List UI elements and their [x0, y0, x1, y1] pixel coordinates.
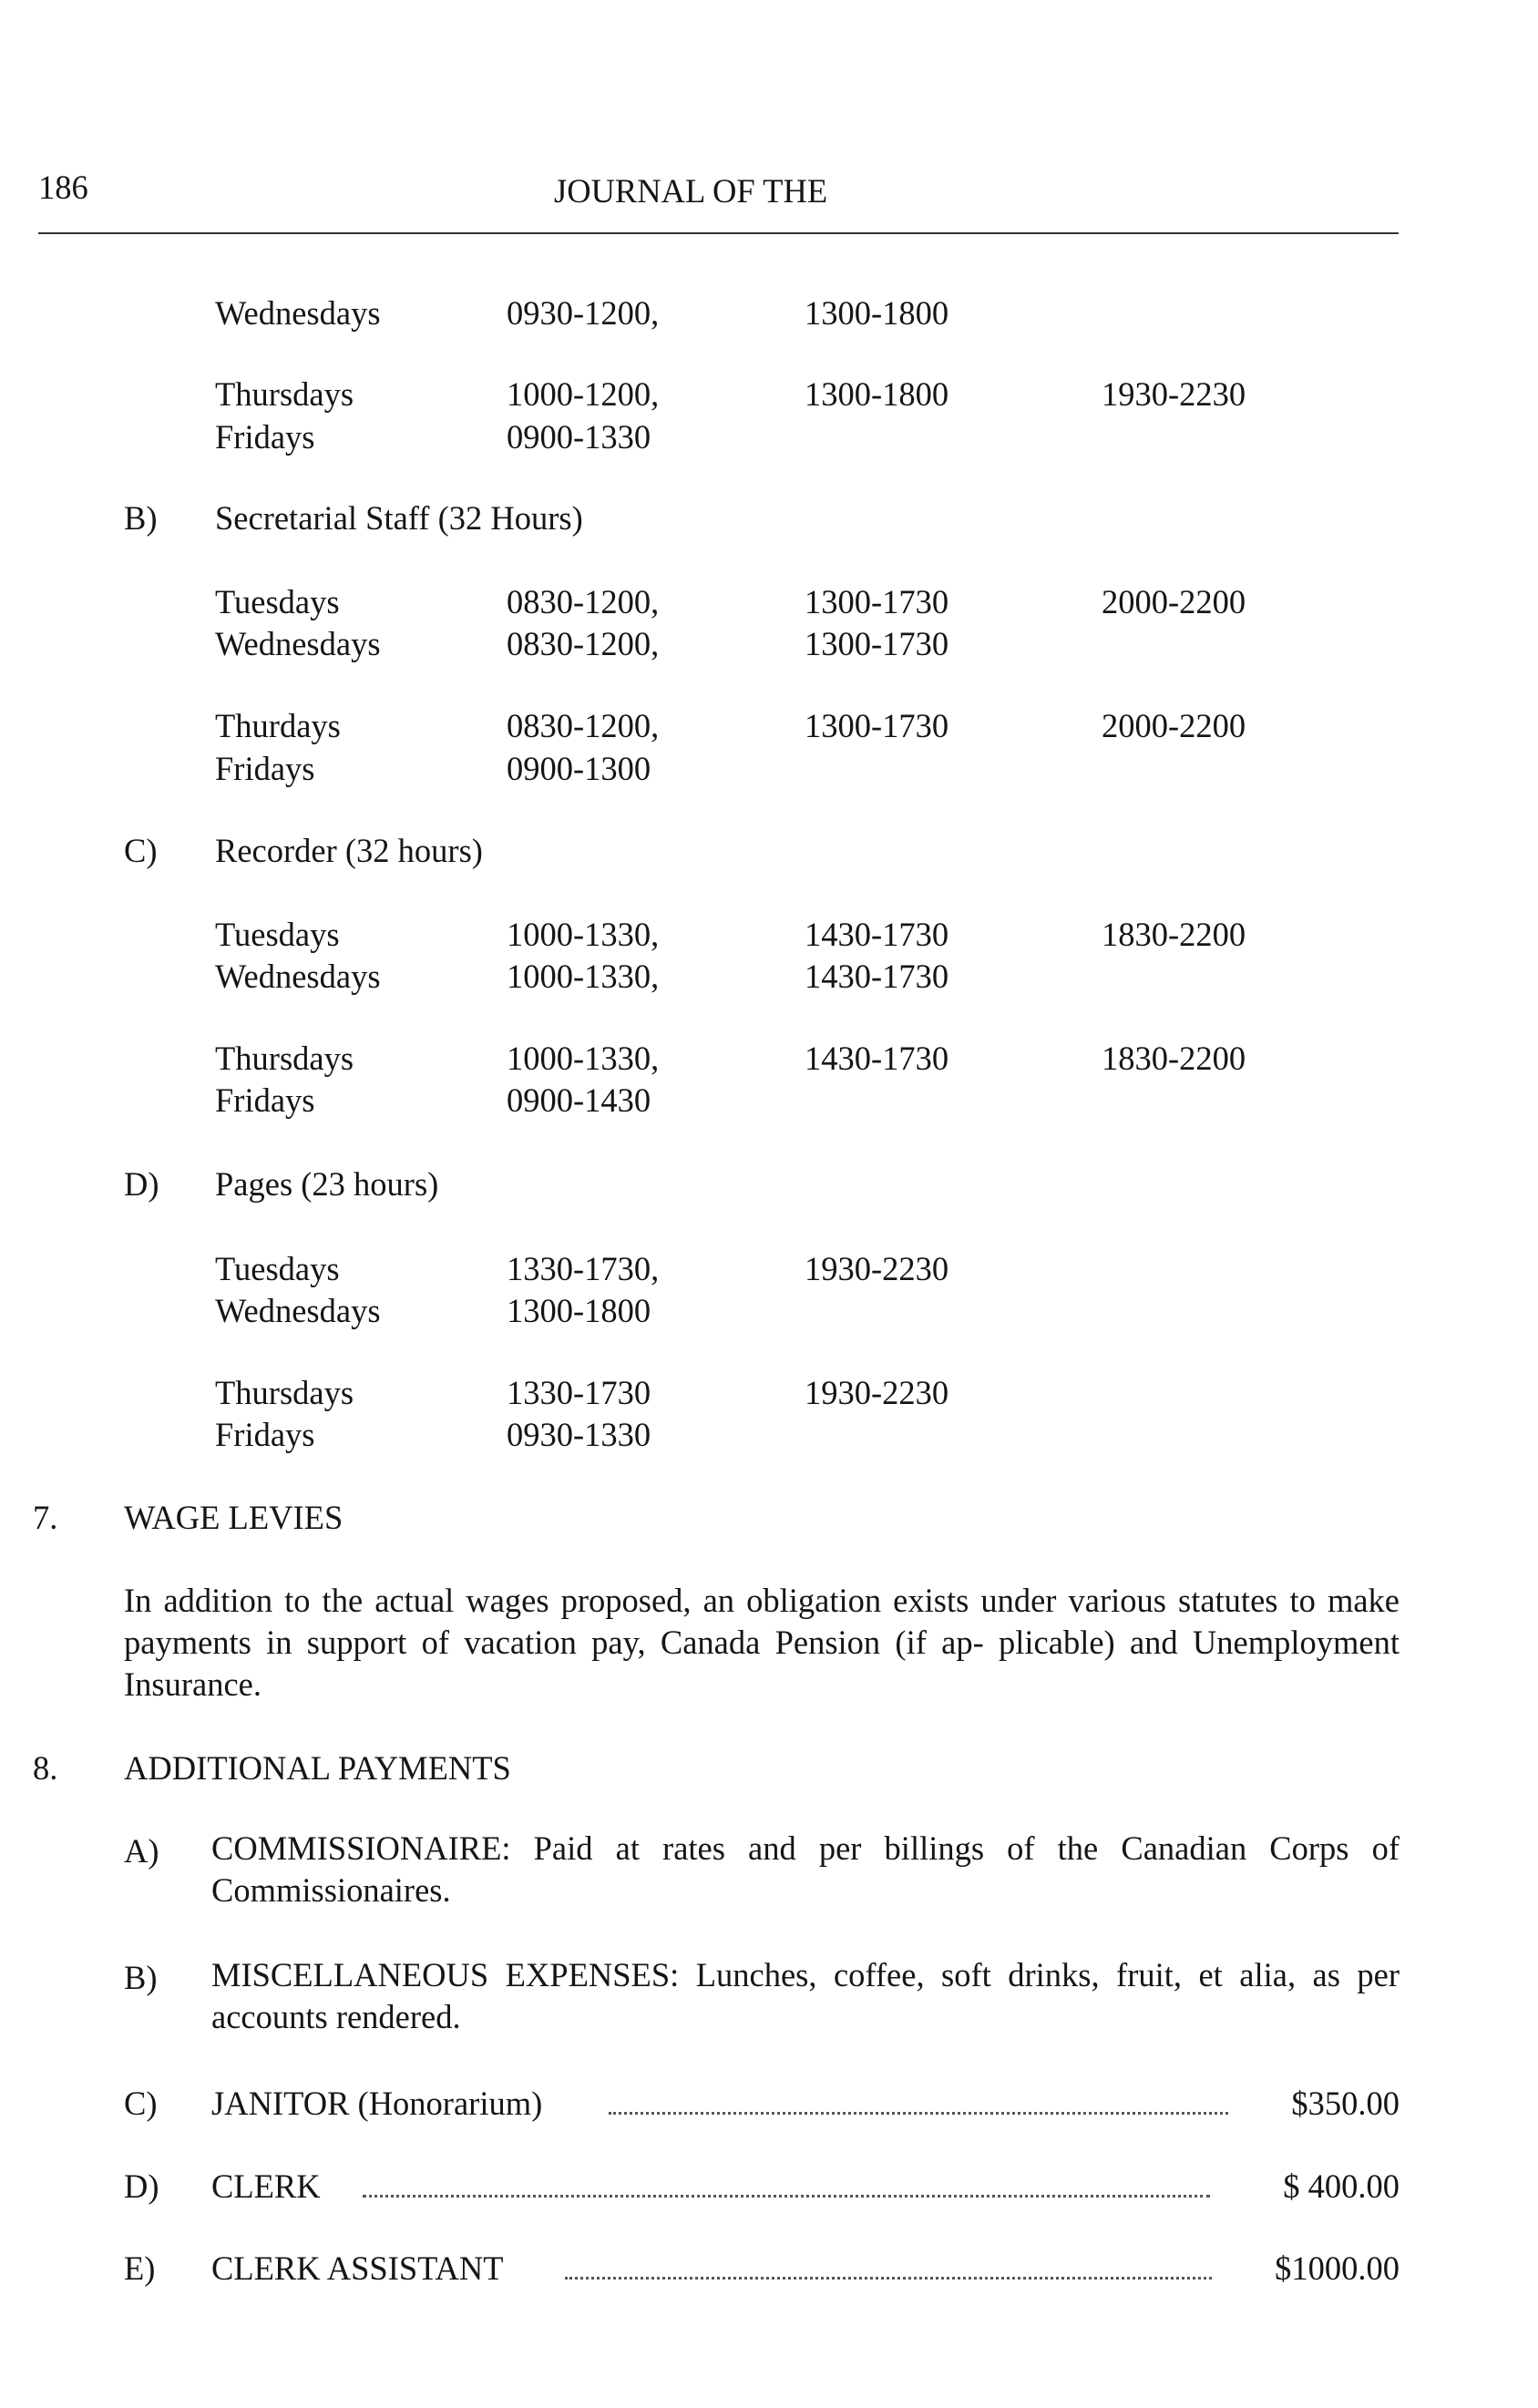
- day-label: Wednesdays: [215, 625, 381, 662]
- day-label: Fridays: [215, 1081, 315, 1119]
- time-slot: 1330-1730: [507, 1374, 651, 1411]
- section-title: Secretarial Staff (32 Hours): [215, 499, 583, 537]
- section-letter: D): [124, 1165, 159, 1203]
- item-letter: A): [124, 1832, 159, 1870]
- section-title: Recorder (32 hours): [215, 832, 483, 869]
- day-label: Tuesdays: [215, 583, 340, 620]
- day-label: Tuesdays: [215, 916, 340, 953]
- time-slot: 0900-1300: [507, 750, 651, 787]
- time-slot: 1300-1730: [805, 625, 949, 662]
- day-label: Wednesdays: [215, 1292, 381, 1329]
- time-slot: 1430-1730: [805, 916, 949, 953]
- section-letter: C): [124, 832, 158, 869]
- clerk-assistant-label: CLERK ASSISTANT: [211, 2249, 504, 2287]
- day-label: Fridays: [215, 750, 315, 787]
- header-rule: [38, 232, 1399, 234]
- item-letter: E): [124, 2249, 156, 2287]
- time-slot: 2000-2200: [1102, 707, 1246, 744]
- section-number: 7.: [33, 1499, 58, 1536]
- time-slot: 1930-2230: [1102, 375, 1246, 413]
- time-slot: 2000-2200: [1102, 583, 1246, 620]
- time-slot: 1830-2200: [1102, 916, 1246, 953]
- time-slot: 0930-1330: [507, 1416, 651, 1453]
- time-slot: 1930-2230: [805, 1374, 949, 1411]
- section-letter: B): [124, 499, 158, 537]
- day-label: Thurdays: [215, 707, 341, 744]
- day-label: Thursdays: [215, 1374, 354, 1411]
- time-slot: 0900-1330: [507, 418, 651, 456]
- time-slot: 0830-1200,: [507, 707, 660, 744]
- time-slot: 1300-1800: [805, 294, 949, 332]
- clerk-assistant-amount: $1000.00: [1275, 2249, 1400, 2287]
- dot-leader: [363, 2195, 1210, 2198]
- day-label: Tuesdays: [215, 1250, 340, 1287]
- section-title: Pages (23 hours): [215, 1165, 439, 1203]
- item-letter: D): [124, 2167, 159, 2205]
- time-slot: 1830-2200: [1102, 1040, 1246, 1077]
- commissionaire-text: COMMISSIONAIRE: Paid at rates and per billings of the Canadian Corps of Commissionaires.: [211, 1829, 1400, 1909]
- day-label: Wednesdays: [215, 294, 381, 332]
- page-number: 186: [38, 169, 88, 206]
- time-slot: 1300-1800: [805, 375, 949, 413]
- time-slot: 0830-1200,: [507, 583, 660, 620]
- janitor-amount: $350.00: [1291, 2085, 1400, 2122]
- day-label: Thursdays: [215, 375, 354, 413]
- day-label: Fridays: [215, 1416, 315, 1453]
- dot-leader: [609, 2112, 1228, 2115]
- time-slot: 1300-1730: [805, 707, 949, 744]
- running-title: JOURNAL OF THE: [554, 172, 828, 210]
- time-slot: 1430-1730: [805, 958, 949, 995]
- dot-leader: [565, 2277, 1212, 2280]
- time-slot: 1300-1800: [507, 1292, 651, 1329]
- time-slot: 1300-1730: [805, 583, 949, 620]
- time-slot: 1430-1730: [805, 1040, 949, 1077]
- time-slot: 1000-1330,: [507, 958, 660, 995]
- time-slot: 0830-1200,: [507, 625, 660, 662]
- time-slot: 1930-2230: [805, 1250, 949, 1287]
- day-label: Fridays: [215, 418, 315, 456]
- miscellaneous-expenses-text: MISCELLANEOUS EXPENSES: Lunches, coffee, soft drinks, fruit, et alia, as per accounts rendered.: [211, 1956, 1400, 2035]
- section-number: 8.: [33, 1749, 58, 1787]
- clerk-label: CLERK: [211, 2167, 321, 2205]
- time-slot: 1000-1330,: [507, 916, 660, 953]
- time-slot: 1000-1330,: [507, 1040, 660, 1077]
- time-slot: 1000-1200,: [507, 375, 660, 413]
- section-heading: ADDITIONAL PAYMENTS: [124, 1749, 511, 1787]
- clerk-amount: $ 400.00: [1283, 2167, 1400, 2205]
- day-label: Thursdays: [215, 1040, 354, 1077]
- wage-levies-text: In addition to the actual wages proposed, an obligation exists under various statutes to make payments in support of vacation pay, Canada Pension (if ap- plicable) and Unemployment Insurance.: [124, 1582, 1400, 1703]
- item-letter: C): [124, 2085, 158, 2122]
- day-label: Wednesdays: [215, 958, 381, 995]
- section-heading: WAGE LEVIES: [124, 1499, 343, 1536]
- time-slot: 0930-1200,: [507, 294, 660, 332]
- item-letter: B): [124, 1959, 158, 1996]
- time-slot: 0900-1430: [507, 1081, 651, 1119]
- janitor-label: JANITOR (Honorarium): [211, 2085, 543, 2122]
- time-slot: 1330-1730,: [507, 1250, 660, 1287]
